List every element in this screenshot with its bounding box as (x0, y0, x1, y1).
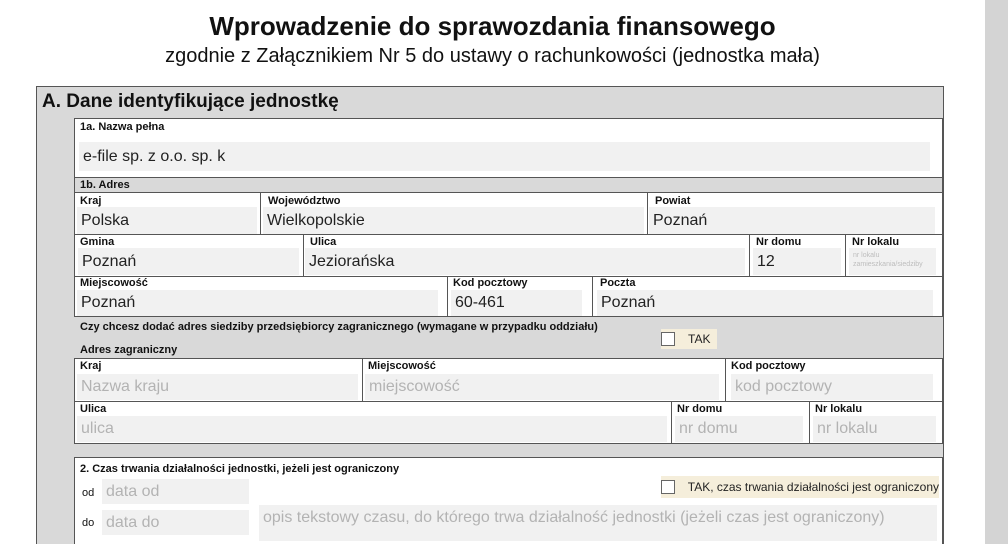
row3-divider-2 (592, 277, 593, 317)
foreign-row2-divider-1 (671, 402, 672, 443)
powiat-input[interactable]: Poznań (649, 207, 935, 234)
nazwa-label: 1a. Nazwa pełna (80, 121, 165, 133)
kod-pocztowy-label: Kod pocztowy (453, 277, 528, 289)
foreign-ulica-label: Ulica (80, 403, 107, 415)
miejscowosc-input[interactable]: Poznań (77, 290, 438, 316)
foreign-nr-domu-input[interactable]: nr domu (675, 416, 803, 442)
data-do-input[interactable]: data do (102, 510, 249, 535)
foreign-row2-divider-2 (809, 402, 810, 443)
row1-bottom (75, 234, 942, 235)
vertical-scrollbar[interactable] (985, 0, 1008, 544)
foreign-nr-domu-label: Nr domu (677, 403, 723, 415)
nr-domu-input[interactable]: 12 (753, 248, 841, 275)
foreign-question: Czy chcesz dodać adres siedziby przedsiębiorcy zagranicznego (wymagane w przypadku oddziału) (80, 321, 598, 333)
adres-header-band (75, 178, 942, 192)
czas-tak-checkbox[interactable] (661, 476, 939, 498)
do-label: do (82, 517, 95, 529)
data-od-input[interactable]: data od (102, 479, 249, 504)
poczta-label: Poczta (600, 277, 636, 289)
adres-header-divider (75, 192, 942, 193)
poczta-input[interactable]: Poznań (597, 290, 933, 316)
page-title: Wprowadzenie do sprawozdania finansowego (209, 11, 776, 41)
nazwa-input[interactable]: e-file sp. z o.o. sp. k (79, 142, 930, 171)
foreign-tak-checkbox[interactable] (661, 329, 717, 349)
foreign-nr-lokalu-input[interactable]: nr lokalu (813, 416, 936, 442)
nr-domu-label: Nr domu (756, 236, 802, 248)
foreign-row1-divider-2 (725, 359, 726, 401)
row1-divider-2 (647, 193, 648, 234)
gmina-input[interactable]: Poznań (78, 248, 299, 275)
kraj-input[interactable]: Polska (77, 207, 257, 234)
row1-divider-1 (260, 193, 261, 234)
czas-tak-box[interactable] (661, 480, 675, 494)
nr-lokalu-label: Nr lokalu (852, 236, 900, 248)
foreign-kraj-label: Kraj (80, 360, 102, 372)
powiat-label: Powiat (655, 195, 691, 207)
foreign-ulica-input[interactable]: ulica (77, 416, 667, 442)
row2-divider-3 (845, 235, 846, 276)
foreign-miejscowosc-input[interactable]: miejscowość (365, 374, 719, 400)
foreign-kod-label: Kod pocztowy (731, 360, 806, 372)
czas-opis-textarea[interactable]: opis tekstowy czasu, do którego trwa działalność jednostki (jeżeli czas jest ograniczony) (259, 505, 937, 541)
gmina-label: Gmina (80, 236, 115, 248)
section-a-title: A. Dane identyfikujące jednostkę (42, 91, 339, 112)
row2-divider-1 (303, 235, 304, 276)
ulica-label: Ulica (310, 236, 337, 248)
od-label: od (82, 487, 95, 499)
foreign-address-title: Adres zagraniczny (80, 344, 178, 356)
page-subtitle: zgodnie z Załącznikiem Nr 5 do ustawy o rachunkowości (jednostka mała) (165, 45, 820, 67)
foreign-tak-box[interactable] (661, 332, 675, 346)
ulica-input[interactable]: Jeziorańska (305, 248, 745, 275)
adres-label: 1b. Adres (80, 179, 130, 191)
wojewodztwo-input[interactable]: Wielkopolskie (263, 207, 644, 234)
czas-label: 2. Czas trwania działalności jednostki, jeżeli jest ograniczony (80, 463, 400, 475)
foreign-tak-label: TAK (688, 332, 711, 346)
czas-tak-label: TAK, czas trwania działalności jest ograniczony (687, 480, 939, 494)
foreign-miejscowosc-label: Miejscowość (368, 360, 436, 372)
wojewodztwo-label: Województwo (268, 195, 341, 207)
nr-lokalu-placeholder: nr lokalu zamieszkania/siedziby (853, 252, 923, 268)
kraj-label: Kraj (80, 195, 102, 207)
foreign-nr-lokalu-label: Nr lokalu (815, 403, 863, 415)
kod-pocztowy-input[interactable]: 60-461 (451, 290, 582, 316)
row3-divider-1 (447, 277, 448, 317)
foreign-kod-input[interactable]: kod pocztowy (731, 374, 933, 400)
row2-divider-2 (749, 235, 750, 276)
miejscowosc-label: Miejscowość (80, 277, 148, 289)
foreign-kraj-input[interactable]: Nazwa kraju (77, 374, 358, 400)
foreign-row1-bottom (75, 401, 942, 402)
foreign-row1-divider-1 (362, 359, 363, 401)
